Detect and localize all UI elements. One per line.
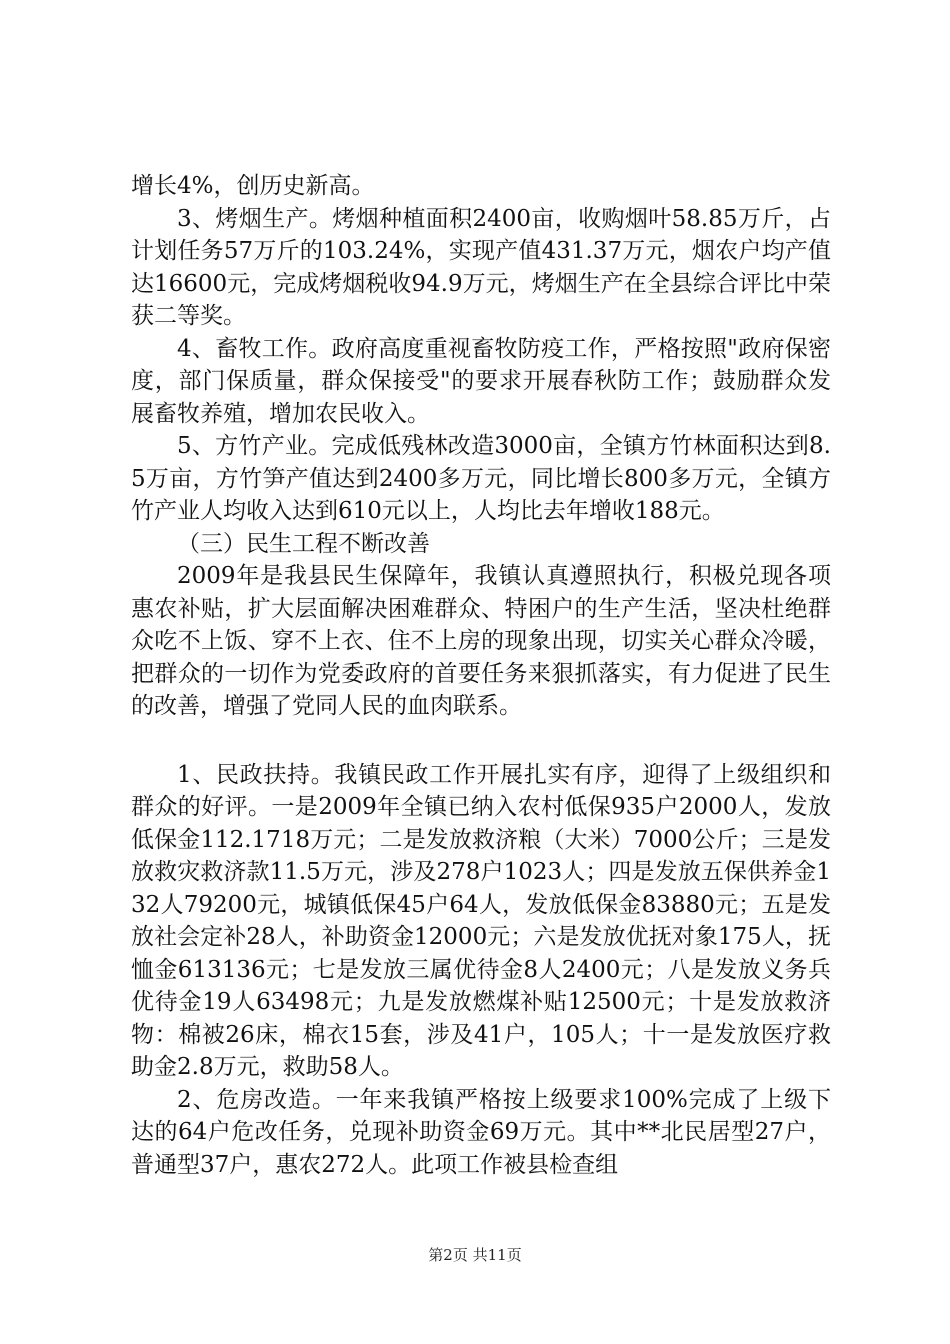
paragraph-civil-affairs: 1、民政扶持。我镇民政工作开展扎实有序，迎得了上级组织和群众的好评。一是2009年全镇已纳入农村低保935户2000人，发放低保金112.1718万元；二是发放救济粮（大米）7000公斤；三是发放救灾救济款11.5万元，涉及278户1023人；四是发放五保供养金132人79200元，城镇低保45户64人，发放低保金83880元；五是发放社会定补28人，补助资金12000元；六是发放优抚对象175人，抚恤金613136元；七是发放三属优待金8人2400元；八是发放义务兵优待金19人63498元；九是发放燃煤补贴12500元；十是发放救济物：棉被26床，棉衣15套，涉及41户，105人；十一是发放医疗救助金2.8万元，救助58人。 <box>131 761 831 1080</box>
paragraph-continuation: 增长4%，创历史新高。 <box>131 173 375 199</box>
page-number-footer: 第2页 共11页 <box>428 1246 522 1264</box>
paragraph-livelihood-intro: 2009年是我县民生保障年，我镇认真遵照执行，积极兑现各项惠农补贴，扩大层面解决困难群众、特困户的生产生活，坚决杜绝群众吃不上饭、穿不上衣、住不上房的现象出现，切实关心群众冷暖，把群众的一切作为党委政府的首要任务来狠抓落实，有力促进了民生的改善，增强了党同人民的血肉联系。 <box>131 563 831 719</box>
paragraph-livestock: 4、畜牧工作。政府高度重视畜牧防疫工作，严格按照"政府保密度，部门保质量，群众保接受"的要求开展春秋防工作；鼓励群众发展畜牧养殖，增加农民收入。 <box>131 335 831 427</box>
paragraph-housing-renovation: 2、危房改造。一年来我镇严格按上级要求100%完成了上级下达的64户危改任务，兑现补助资金69万元。其中**北民居型27户，普通型37户，惠农272人。此项工作被县检查组 <box>131 1086 831 1178</box>
document-body <box>131 170 831 1181</box>
section-heading-livelihood: （三）民生工程不断改善 <box>177 530 430 557</box>
paragraph-square-bamboo: 5、方竹产业。完成低残林改造3000亩，全镇方竹林面积达到8.5万亩，方竹笋产值达到2400多万元，同比增长800多万元，全镇方竹产业人均收入达到610元以上，人均比去年增收188元。 <box>131 433 831 524</box>
paragraph-flue-cured-tobacco: 3、烤烟生产。烤烟种植面积2400亩，收购烟叶58.85万斤，占计划任务57万斤的103.24%，实现产值431.37万元，烟农户均产值达16600元，完成烤烟税收94.9万元，烤烟生产在全县综合评比中荣获二等奖。 <box>131 205 831 329</box>
